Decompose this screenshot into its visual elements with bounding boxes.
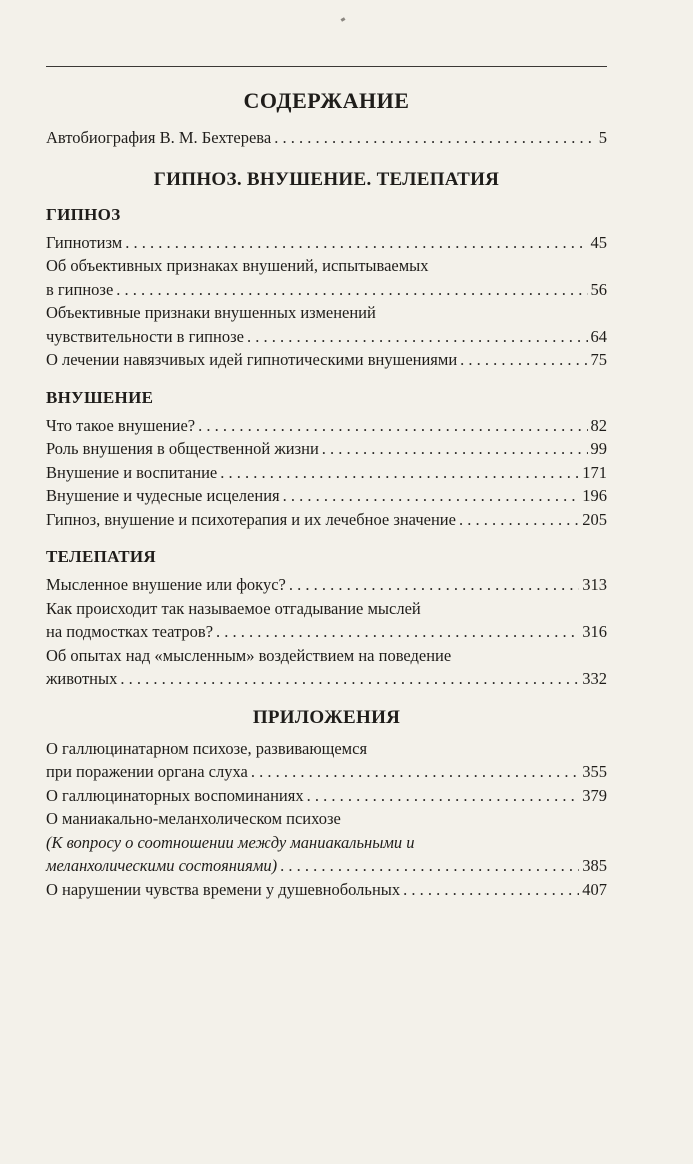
dot-leader — [216, 620, 579, 644]
toc-entry-title-line: Что такое внушение? — [46, 415, 196, 435]
top-rule — [46, 66, 607, 67]
dot-leader — [220, 461, 579, 485]
toc-page-number: 385 — [582, 856, 607, 875]
toc-entry-title-line: О лечении навязчивых идей гипнотическими внушениями — [46, 350, 458, 369]
toc-entry[interactable] — [46, 508, 607, 532]
table-of-contents — [46, 86, 607, 901]
toc-entry-title-line: О галлюцинатарном психозе, развивающемся — [46, 738, 368, 758]
part-title: ГИПНОЗ. ВНУШЕНИЕ. ТЕЛЕПАТИЯ — [153, 168, 500, 190]
toc-entry[interactable] — [46, 461, 607, 485]
toc-entry[interactable] — [46, 573, 607, 597]
toc-page-number: 45 — [590, 232, 607, 252]
dot-leader — [198, 414, 587, 438]
toc-entry-title-line: Объективные признаки внушенных изменений — [46, 303, 376, 322]
dot-leader — [403, 878, 579, 902]
toc-entry[interactable] — [46, 437, 607, 461]
toc-entry[interactable] — [46, 348, 607, 372]
toc-entry-title-line: Об объективных признаках внушений, испытываемых — [46, 256, 429, 275]
toc-entry-title-line: Об опытах над «мысленным» воздействием на поведение — [46, 645, 452, 665]
dot-leader — [289, 573, 579, 597]
toc-heading: СОДЕРЖАНИЕ — [243, 88, 410, 113]
toc-entry-autobiography[interactable] — [46, 126, 607, 150]
dot-leader — [283, 484, 580, 508]
toc-page-number: 407 — [582, 879, 607, 899]
toc-entry[interactable] — [46, 737, 607, 784]
toc-entry-title-line: Мысленное внушение или фокус? — [46, 575, 286, 594]
toc-page-number: 56 — [590, 279, 607, 299]
dot-leader — [459, 508, 579, 532]
print-speck — [341, 17, 346, 22]
toc-entry-title-line: Внушение и чудесные исцеления — [46, 486, 280, 505]
toc-page-number: 64 — [590, 326, 607, 346]
toc-entry-title: Автобиография В. М. Бехтерева — [46, 128, 272, 147]
toc-entry[interactable] — [46, 254, 607, 301]
dot-leader — [125, 231, 587, 255]
toc-page-number: 316 — [582, 622, 607, 641]
toc-entry-title-line: О маниакально-меланхолическом психозе — [46, 809, 341, 828]
toc-entry-title-line: Внушение и воспитание — [46, 462, 218, 482]
toc-entry-title-line: животных — [46, 669, 118, 688]
dot-leader — [460, 348, 587, 372]
toc-entry-title-line: Как происходит так называемое отгадывание мыслей — [46, 598, 421, 618]
toc-entry[interactable] — [46, 301, 607, 348]
toc-entry-title-line: на подмостках театров? — [46, 622, 214, 641]
section-title: ТЕЛЕПАТИЯ — [46, 547, 157, 566]
toc-entry-title-line: (К вопросу о соотношении между маниакальными и — [46, 832, 415, 852]
toc-entry-title-line: О галлюцинаторных воспоминаниях — [46, 785, 304, 805]
toc-entry-title-line: Гипноз, внушение и психотерапия и их лечебное значение — [46, 509, 456, 529]
dot-leader — [280, 854, 579, 878]
toc-entry[interactable] — [46, 231, 607, 255]
toc-entry-title-line: меланхолическими состояниями) — [46, 856, 278, 875]
sections-container — [46, 203, 607, 691]
toc-entry[interactable] — [46, 784, 607, 808]
toc-page-number: 82 — [590, 415, 607, 435]
dot-leader — [116, 278, 587, 302]
toc-entry[interactable] — [46, 484, 607, 508]
dot-leader — [247, 325, 588, 349]
toc-page-number: 75 — [590, 350, 607, 369]
dot-leader — [274, 126, 596, 150]
toc-page-number: 379 — [582, 785, 607, 805]
toc-entry[interactable] — [46, 878, 607, 902]
toc-page-number: 99 — [590, 439, 607, 458]
toc-entry-title-line: в гипнозе — [46, 279, 114, 299]
appendix-container — [46, 737, 607, 902]
toc-entry[interactable] — [46, 644, 607, 691]
toc-page-number: 205 — [582, 509, 607, 529]
toc-entry[interactable] — [46, 414, 607, 438]
toc-page-number: 313 — [582, 575, 607, 594]
section-title: ВНУШЕНИЕ — [46, 387, 154, 407]
toc-page-number: 196 — [582, 486, 607, 505]
toc-entry-title-line: Роль внушения в общественной жизни — [46, 439, 319, 458]
dot-leader — [251, 760, 579, 784]
dot-leader — [322, 437, 588, 461]
appendix-title: ПРИЛОЖЕНИЯ — [252, 706, 401, 728]
toc-page-number: 5 — [598, 128, 607, 147]
toc-entry-title-line: чувствительности в гипнозе — [46, 326, 244, 346]
toc-entry-title-line: при поражении органа слуха — [46, 762, 248, 781]
toc-entry[interactable] — [46, 597, 607, 644]
toc-entry-title-line: О нарушении чувства времени у душевнобольных — [46, 879, 401, 899]
toc-entry-title-line: Гипнотизм — [46, 232, 123, 252]
toc-page-number: 355 — [582, 762, 607, 781]
section-title: ГИПНОЗ — [46, 204, 121, 224]
toc-page-number: 332 — [582, 669, 607, 688]
dot-leader — [307, 784, 580, 808]
toc-page-number: 171 — [582, 462, 607, 482]
dot-leader — [120, 667, 579, 691]
toc-entry[interactable] — [46, 807, 607, 878]
